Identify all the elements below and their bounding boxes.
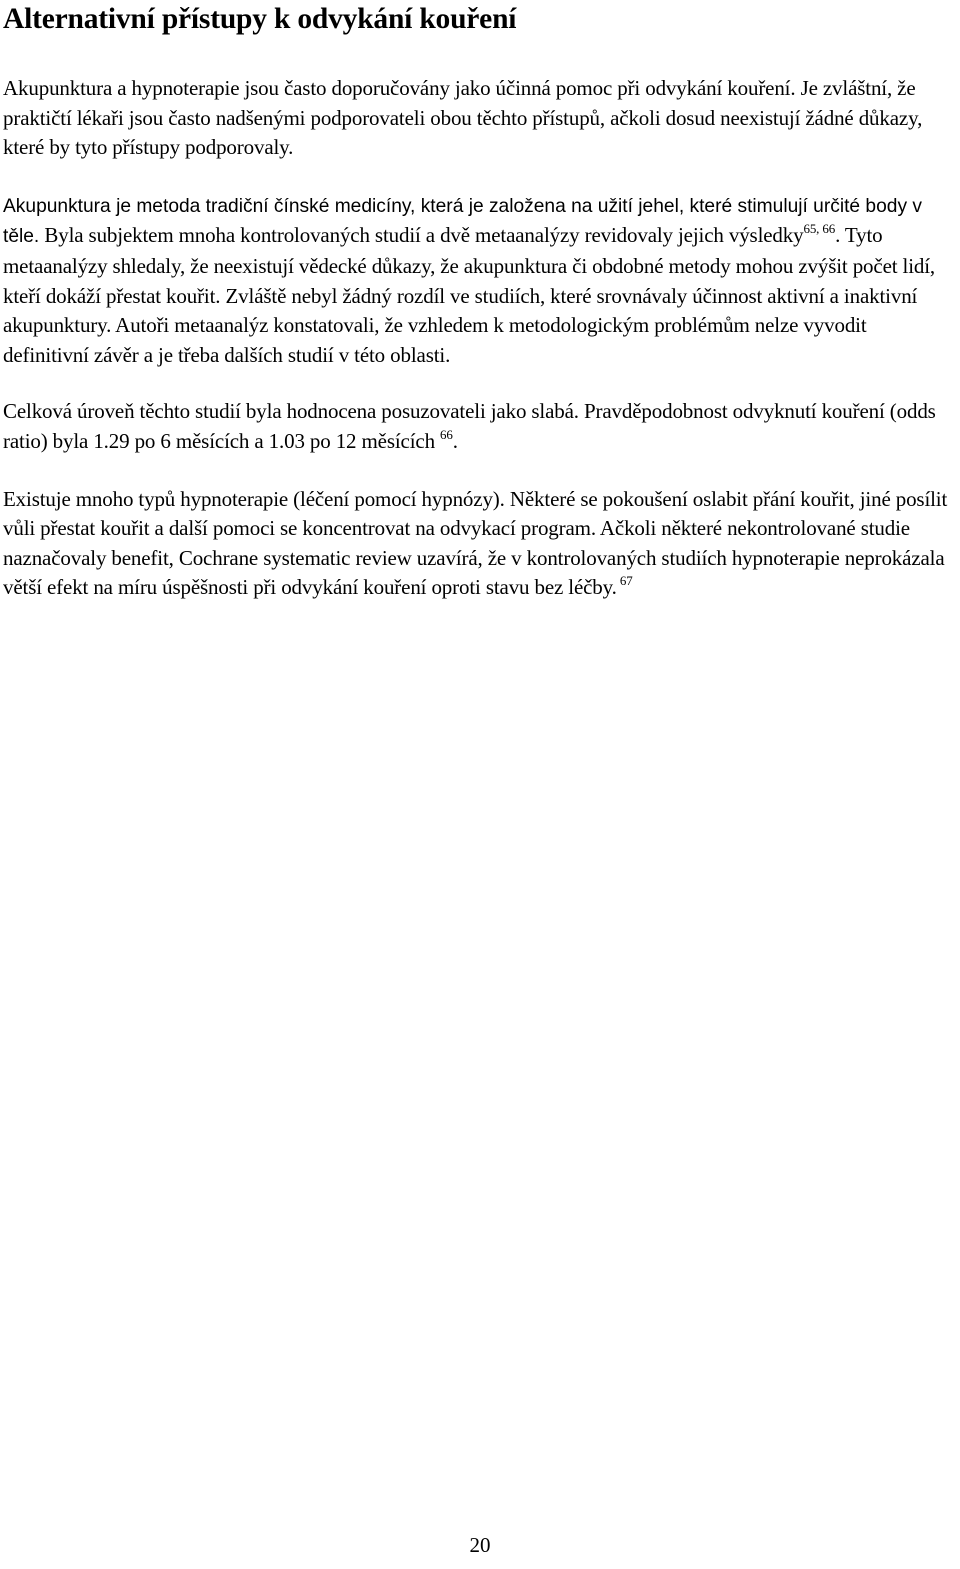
paragraph-intro <box>3 74 955 163</box>
paragraph-intro-text: Akupunktura a hypnoterapie jsou často doporučovány jako účinná pomoc při odvykání kouření. Je zvláštní, že praktičtí lékaři jsou často nadšenými podporovateli obou těchto přístupů, ačkoli dosud neexistují žádné důkazy, které by tyto přístupy podporovaly. <box>3 76 923 160</box>
paragraph-study-quality <box>3 397 955 456</box>
document-page <box>3 0 955 603</box>
citation-ref-66: 66 <box>440 426 453 442</box>
acupuncture-text-2: . Tyto metaanalýzy shledaly, že neexistují vědecké důkazy, že akupunktura či obdobné metody mohou zvýšit počet lidí, kteří dokáží přestat kouřit. Zvláště nebyl žádný rozdíl ve studiích, které srovnávaly účinnost aktivní a inaktivní akupunktury. Autoři metaanalýz konstatovali, že vzhledem k metodologickým problémům nelze vyvodit definitivní závěr a je třeba dalších studií v této oblasti. <box>3 223 936 367</box>
acupuncture-lead-text: Akupunktura je metoda tradiční čínské medicíny, která je založena na užití jehel, které stimulují určité body v těle. <box>3 195 922 248</box>
page-title: Alternativní přístupy k odvykání kouření <box>3 3 517 35</box>
citation-ref-67: 67 <box>616 573 633 589</box>
paragraph-acupuncture <box>3 191 955 371</box>
citation-ref-65-66: 65, 66 <box>803 221 836 237</box>
hypnotherapy-text: Existuje mnoho typů hypnoterapie (léčení pomocí hypnózy). Některé se pokoušení oslabit přání kouřit, jiné posílit vůli přestat kouřit a další pomoci se koncentrovat na odvykací program. Ačkoli některé nekontrolované studie naznačovaly benefit, Cochrane systematic review uzavírá, že v kontrolovaných studiích hypnoterapie neprokázala větší efekt na míru úspěšnosti při odvykání kouření oproti stavu bez léčby. <box>3 486 948 600</box>
study-quality-text-2: . <box>452 428 458 453</box>
paragraph-hypnotherapy <box>3 485 955 603</box>
acupuncture-text-1: Byla subjektem mnoha kontrolovaných studií a dvě metaanalýzy revidovaly jejich výsledky <box>39 223 804 248</box>
study-quality-text-1: Celková úroveň těchto studií byla hodnocena posuzovateli jako slabá. Pravděpodobnost odvyknutí kouření (odds ratio) byla 1.29 po 6 měsících a 1.03 po 12 měsících <box>3 399 936 453</box>
page-number: 20 <box>469 1533 491 1557</box>
